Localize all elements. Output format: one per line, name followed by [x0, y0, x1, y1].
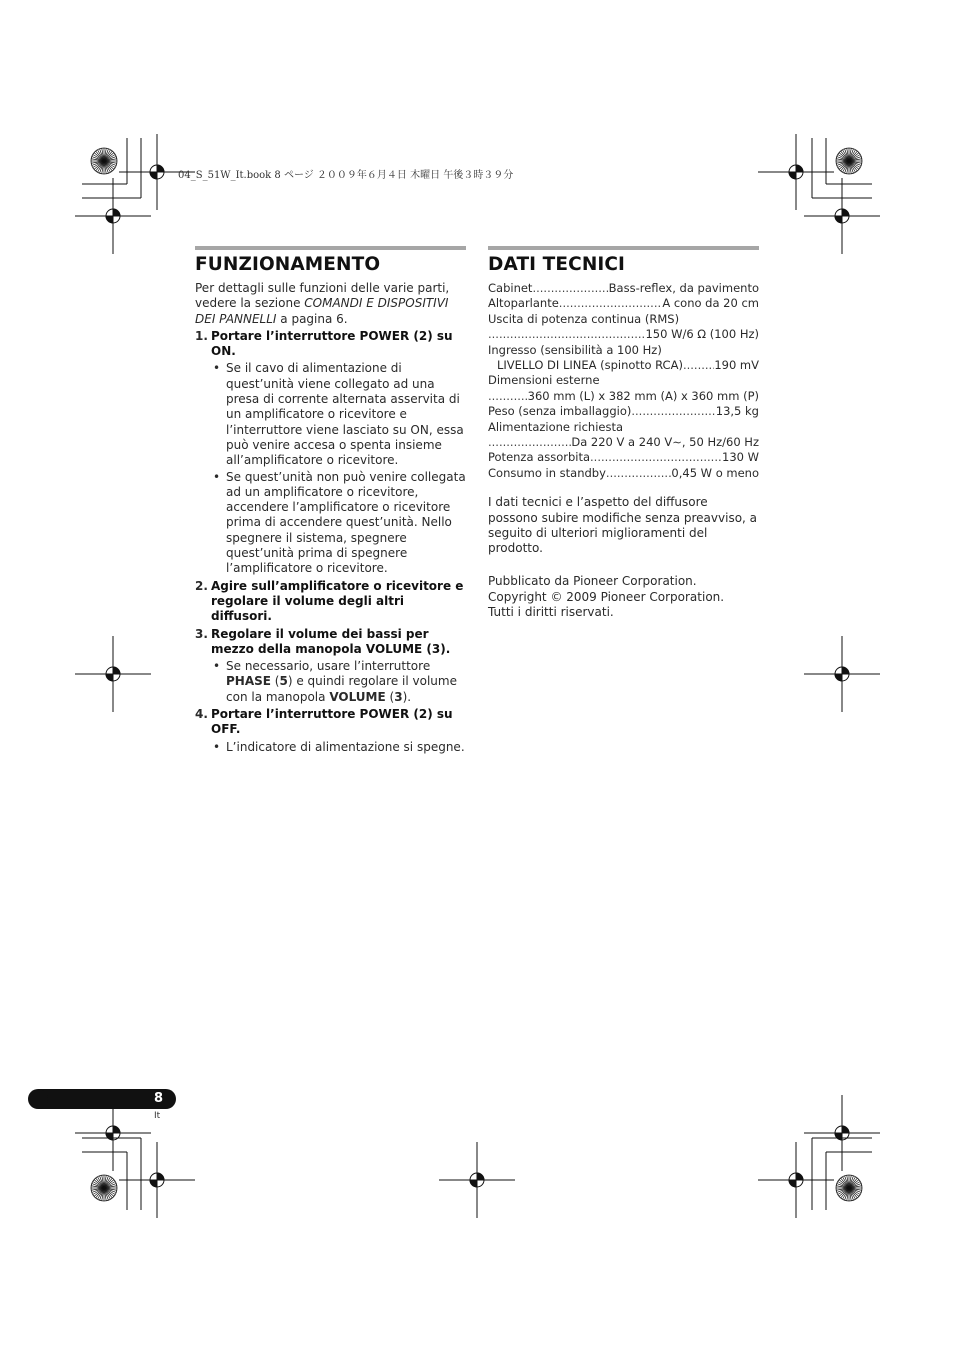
steps-list	[195, 329, 466, 755]
spec-label: Consumo in standby	[488, 465, 606, 480]
sunburst-mark	[91, 148, 117, 174]
paren-close: ).	[402, 689, 412, 704]
crosshair-mark	[804, 636, 880, 712]
step-1-bullets	[211, 361, 466, 576]
step-title: Agire sull’amplificatore o ricevitore e regolare il volume degli altri diffusori.	[211, 578, 464, 624]
bullet-item: • Se il cavo di alimentazione di quest’unità viene collegato ad una presa di corrente alternata asservita di un amplificatore o ricevitore e l’interruttore viene lasciato su ON, essa può venire accesa o spenta insieme all’amplificatore o ricevitore.	[211, 361, 466, 468]
spec-value: Da 220 V a 240 V∼, 50 Hz/60 Hz	[571, 435, 759, 450]
leader-dots	[606, 466, 671, 481]
spec-value: 13,5 kg	[715, 404, 759, 419]
bullet-item	[211, 659, 466, 705]
step-1	[195, 329, 466, 577]
leader-dots	[559, 296, 663, 311]
leader-dots	[532, 281, 608, 296]
copyright-line: Copyright © 2009 Pioneer Corporation.	[488, 589, 725, 604]
rights-line: Tutti i diritti riservati.	[488, 605, 614, 620]
paren-open: (	[385, 689, 395, 704]
publisher-line: Pubblicato da Pioneer Corporation.	[488, 574, 697, 589]
step-title: Portare l’interruttore POWER (2) su ON.	[211, 328, 453, 359]
spec-label: LIVELLO DI LINEA (spinotto RCA)	[497, 358, 683, 373]
section-bar	[488, 246, 759, 250]
spec-label-alimentazione: Alimentazione richiesta	[488, 419, 624, 434]
spec-value: 360 mm (L) x 382 mm (A) x 360 mm (P)	[527, 388, 759, 403]
crosshair-mark	[804, 1095, 880, 1171]
crosshair-mark	[75, 178, 151, 254]
spec-row-peso	[488, 404, 759, 419]
spec-label: Peso (senza imballaggio)	[488, 404, 632, 419]
leader-dots	[683, 358, 714, 373]
crosshair-mark	[804, 178, 880, 254]
intro-page-ref: a pagina 6.	[276, 311, 348, 326]
spec-row-consumo	[488, 466, 759, 481]
funzionamento-heading: FUNZIONAMENTO	[195, 254, 381, 275]
publisher-info	[488, 574, 759, 620]
spec-row-livello	[488, 358, 759, 373]
crosshair-mark	[439, 1142, 515, 1218]
print-header-line: 04_S_51W_It.book 8 ページ ２００９年６月４日 木曜日 午後３時３９分	[178, 170, 514, 181]
dati-tecnici-section	[488, 246, 759, 620]
spec-value: 190 mV	[714, 358, 759, 373]
volume-number: 3	[394, 689, 403, 704]
step-number: 3.	[195, 626, 208, 641]
leader-dots	[631, 404, 715, 419]
sunburst-mark	[91, 1175, 117, 1201]
volume-label: VOLUME	[329, 689, 386, 704]
spec-list	[488, 281, 759, 481]
spec-label-uscita: Uscita di potenza continua (RMS)	[488, 311, 680, 326]
spec-row-potenza	[488, 450, 759, 465]
leader-dots	[488, 435, 571, 450]
step-title: Portare l’interruttore POWER (2) su OFF.	[211, 707, 453, 737]
intro-paragraph	[195, 281, 466, 327]
step-4	[195, 707, 466, 755]
spec-row-uscita-value	[488, 327, 759, 342]
bullet-text: Se necessario, usare l’interruttore	[226, 659, 431, 674]
specs-disclaimer: I dati tecnici e l’aspetto del diffusore possono subire modifiche senza preavviso, a seguito di ulteriori miglioramenti del prodotto.	[488, 495, 758, 556]
page-number-tab	[38, 1089, 176, 1109]
intro-text: Per dettagli sulle funzioni delle varie parti, vedere la sezione	[195, 281, 450, 311]
spec-value: Bass-reflex, da pavimento	[608, 281, 759, 295]
step-4-bullets	[211, 740, 466, 755]
phase-number: 5	[279, 674, 288, 689]
spec-value: 0,45 W o meno	[671, 465, 759, 480]
leader-dots	[488, 389, 528, 404]
spec-label: Altoparlante	[488, 296, 559, 311]
spec-row-cabinet	[488, 281, 759, 296]
spec-value: 130 W	[722, 450, 759, 465]
spec-value: A cono da 20 cm	[662, 296, 759, 311]
step-3-bullets	[211, 659, 466, 705]
spec-label-ingresso: Ingresso (sensibilità a 100 Hz)	[488, 342, 662, 357]
sunburst-mark	[836, 1175, 862, 1201]
step-number: 1.	[195, 328, 208, 343]
step-2	[195, 579, 466, 625]
step-number: 2.	[195, 578, 208, 593]
crosshair-mark	[758, 1142, 834, 1218]
step-3	[195, 627, 466, 705]
step-title: Regolare il volume dei bassi per mezzo della manopola VOLUME (3).	[211, 626, 451, 656]
section-bar	[195, 246, 466, 250]
spec-row-dimensioni-value	[488, 389, 759, 404]
phase-label: PHASE	[226, 674, 271, 689]
paren-open: (	[270, 674, 280, 689]
crosshair-mark	[119, 1142, 195, 1218]
bullet-text: ) e quindi regolare il volume con la manopola	[226, 674, 457, 704]
spec-row-altoparlante	[488, 296, 759, 311]
funzionamento-section	[195, 246, 466, 755]
leader-dots	[590, 450, 722, 465]
spec-label: Potenza assorbita	[488, 450, 591, 465]
spec-label: Cabinet	[488, 281, 533, 295]
crosshair-mark	[758, 134, 834, 210]
leader-dots	[488, 327, 645, 342]
page-language-code: It	[154, 1111, 161, 1121]
sunburst-mark	[836, 148, 862, 174]
bullet-item: • Se quest’unità non può venire collegata ad un amplificatore o ricevitore, accendere l’amplificatore o ricevitore prima di accendere quest’unità. Nello spegnere il sistema, spegnere quest’unità prima di spegnere l’amplificatore o ricevitore.	[211, 470, 466, 577]
spec-value: 150 W/6 Ω (100 Hz)	[645, 327, 759, 342]
intro-reference: COMANDI E DISPOSITIVI DEI PANNELLI	[195, 296, 449, 326]
dati-tecnici-heading: DATI TECNICI	[488, 254, 626, 275]
spec-row-alimentazione-value	[488, 435, 759, 450]
bullet-item: • L’indicatore di alimentazione si spegne.	[211, 740, 466, 755]
step-number: 4.	[195, 707, 208, 722]
spec-label-dimensioni: Dimensioni esterne	[488, 373, 600, 388]
page-number: 8	[153, 1091, 163, 1106]
crosshair-mark	[75, 636, 151, 712]
